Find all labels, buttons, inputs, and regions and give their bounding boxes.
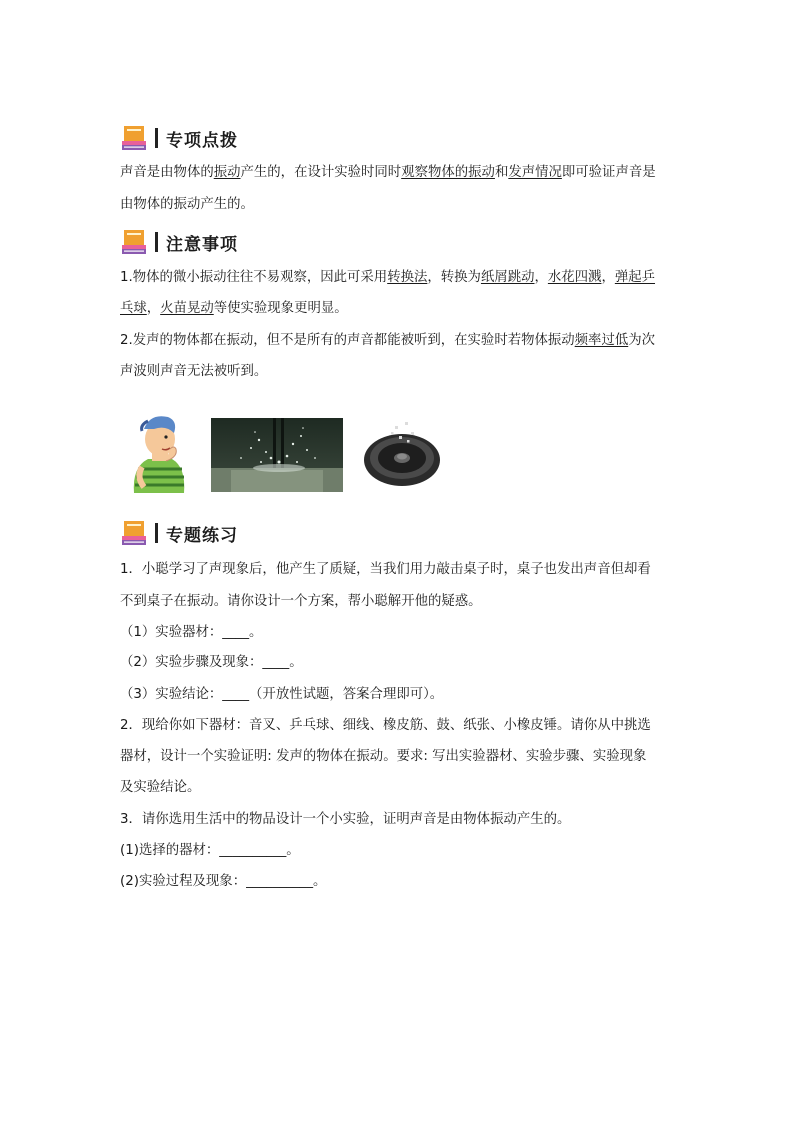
underlined-term: 水花四溅 [547,270,602,285]
text-span: 即可验证声音是 [561,165,656,180]
underlined-term: 观察物体的振动 [401,165,495,180]
text-span: ， [601,270,615,285]
text-span: 为次 [628,333,656,348]
section-title: 专题练习 [166,525,238,546]
paragraph-line: 由物体的振动产生的。 [120,197,254,212]
paragraph-line [120,163,680,183]
text-span: 和 [494,165,509,180]
section-title: 专项点拨 [166,130,238,151]
text-span: 产生的，在设计实验时同时 [240,165,402,180]
question-line: 及实验结论。 [120,780,201,795]
speaker-with-particles-illustration [361,418,443,490]
underlined-term: 弹起乒 [614,270,656,285]
underlined-term: 纸屑跳动 [480,270,535,285]
underlined-term: 乓球 [120,301,147,316]
underlined-term: 振动 [213,165,241,180]
underlined-term: 频率过低 [574,333,629,348]
question-line: 1．小聪学习了声现象后，他产生了质疑，当我们用力敲击桌子时，桌子也发出声音但却看 [120,562,651,577]
text-span: ，转换为 [427,270,481,285]
text-span: 1.物体的微小振动往往不易观察，因此可采用 [120,270,388,285]
heading-divider [155,128,158,148]
book-stack-icon [120,519,148,547]
question-subitem: (2)实验过程及现象：__________。 [120,874,327,889]
text-span: 等使实验现象更明显。 [213,301,348,316]
question-subitem: (1)选择的器材：__________。 [120,843,300,858]
paragraph-line: 声波则声音无法被听到。 [120,364,268,379]
paragraph-line [120,331,680,351]
section-heading-notes [120,227,238,257]
question-line: 3．请你选用生活中的物品设计一个小实验，证明声音是由物体振动产生的。 [120,812,571,827]
boy-humming-illustration [126,407,192,495]
text-span: ， [146,301,161,316]
underlined-term: 火苗晃动 [160,301,214,316]
question-line: 器材，设计一个实验证明: 发声的物体在振动。要求: 写出实验器材、实验步骤、实验现象 [120,749,647,764]
section-title: 注意事项 [166,234,238,255]
section-heading-practice [120,518,238,548]
question-subitem: （2）实验步骤及现象：____。 [120,655,303,670]
heading-divider [155,232,158,252]
water-splash-tuning-fork-photo [211,418,343,492]
question-line: 2．现给你如下器材：音叉、乒乓球、细线、橡皮筋、鼓、纸张、小橡皮锤。请你从中挑选 [120,718,651,733]
question-subitem: （3）实验结论：____（开放性试题，答案合理即可）。 [120,687,444,702]
heading-divider [155,523,158,543]
paragraph-line [120,268,680,288]
paragraph-line [120,299,680,319]
question-line: 不到桌子在振动。请你设计一个方案，帮小聪解开他的疑惑。 [120,594,482,609]
text-span: 2.发声的物体都在振动，但不是所有的声音都能被听到，在实验时若物体振动 [120,333,575,348]
underlined-term: 发声情况 [508,165,562,180]
book-stack-icon [120,124,148,152]
book-stack-icon [120,228,148,256]
text-span: 声音是由物体的 [120,165,214,180]
underlined-term: 转换法 [387,270,428,285]
question-subitem: （1）实验器材：____。 [120,625,263,640]
text-span: ， [534,270,548,285]
section-heading-tips [120,123,238,153]
